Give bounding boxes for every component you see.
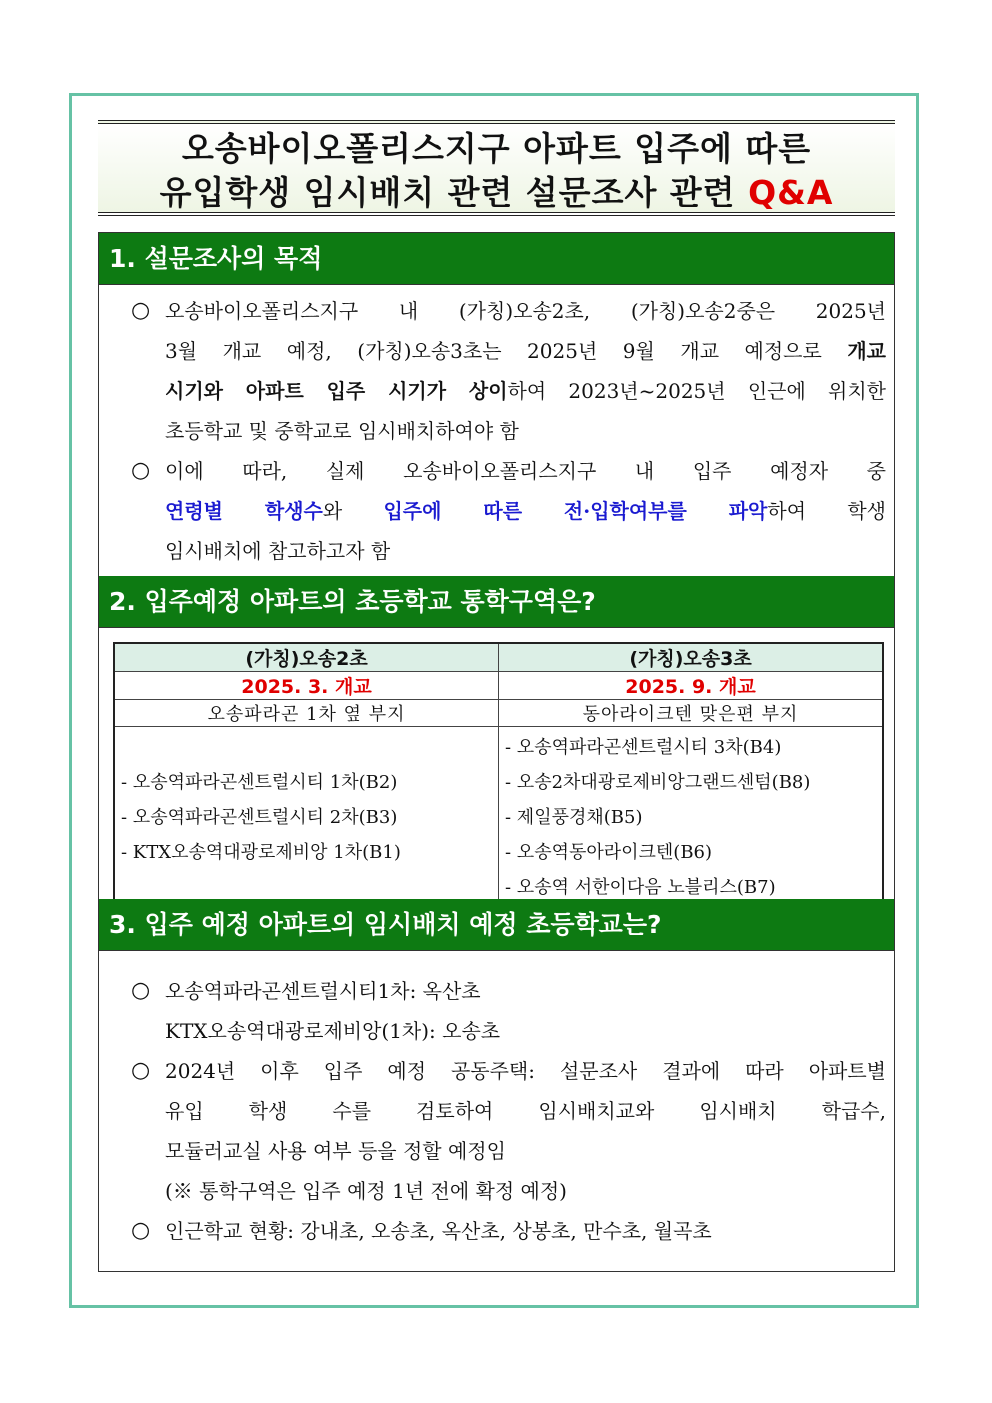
- circle-bullet: ○: [131, 298, 151, 323]
- section2-heading: 2. 입주예정 아파트의 초등학교 통학구역은?: [99, 576, 894, 628]
- section1-heading: 1. 설문조사의 목적: [99, 233, 894, 285]
- list-item: - KTX오송역대광로제비앙 1차(B1): [121, 841, 401, 863]
- qa-label: Q&A: [748, 173, 834, 212]
- list-item: - 오송역동아라이크텐(B6): [505, 841, 713, 863]
- school-name-cell: (가칭)오송3초: [499, 643, 884, 672]
- section1-item-2: ○ 이에 따라, 실제 오송바이오폴리스지구 내 입주 예정자 중 연령별 학생수와 입주에 따른 전·입학여부를 파악하여 학생 임시배치에 참고하고자 함: [131, 451, 886, 571]
- list-item: - 오송2차대광로제비앙그랜드센텀(B8): [505, 771, 811, 793]
- site-cell: 오송파라곤 1차 옆 부지: [114, 700, 499, 727]
- section1-item-1: ○ 오송바이오폴리스지구 내 (가칭)오송2초, (가칭)오송2중은 2025년 3월 개교 예정, (가칭)오송3초는 2025년 9월 개교 예정으로 개교 시기와 아파트 입주 시기가 상이하여 2023년~2025년 인근에 위치한 초등학교 및 중학교로 임시배치하여야 함: [131, 291, 886, 451]
- opening-date-cell: 2025. 3. 개교: [114, 672, 499, 700]
- title-line-2: 유입학생 임시배치 관련 설문조사 관련 Q&A: [159, 173, 834, 212]
- apartment-list-cell: [114, 727, 499, 909]
- school-name-cell: (가칭)오송2초: [114, 643, 499, 672]
- section3-item-3: ○ 인근학교 현황: 강내초, 오송초, 옥산초, 상봉초, 만수초, 월곡초: [131, 1211, 886, 1251]
- opening-date-cell: 2025. 9. 개교: [499, 672, 884, 700]
- section3-item-1: ○ 오송역파라곤센트럴시티1차: 옥산초 KTX오송역대광로제비앙(1차): 오송초: [131, 971, 886, 1051]
- list-item: - 오송역파라곤센트럴시티 3차(B4): [505, 736, 782, 758]
- circle-bullet: ○: [131, 1058, 151, 1083]
- apartment-list-cell: [499, 727, 884, 909]
- content-box: [98, 232, 895, 1272]
- list-item: - 오송역파라곤센트럴시티 1차(B2): [121, 771, 398, 793]
- section3-heading: 3. 입주 예정 아파트의 임시배치 예정 초등학교는?: [99, 899, 894, 951]
- circle-bullet: ○: [131, 978, 151, 1003]
- section3-item-2: ○ 2024년 이후 입주 예정 공동주택: 설문조사 결과에 따라 아파트별 유입 학생 수를 검토하여 임시배치교와 임시배치 학급수, 모듈러교실 사용 여부 등을 정할 예정임 (※ 통학구역은 입주 예정 1년 전에 확정 예정): [131, 1051, 886, 1211]
- title-line-1: 오송바이오폴리스지구 아파트 입주에 따른: [181, 129, 812, 168]
- circle-bullet: ○: [131, 458, 151, 483]
- list-item: - 오송역파라곤센트럴시티 2차(B3): [121, 806, 398, 828]
- list-item: - 오송역 서한이다음 노블리스(B7): [505, 876, 776, 898]
- circle-bullet: ○: [131, 1218, 151, 1243]
- document-title: [98, 120, 895, 216]
- school-zone-table: [113, 642, 884, 909]
- site-cell: 동아라이크텐 맞은편 부지: [499, 700, 884, 727]
- list-item: - 제일풍경채(B5): [505, 806, 643, 828]
